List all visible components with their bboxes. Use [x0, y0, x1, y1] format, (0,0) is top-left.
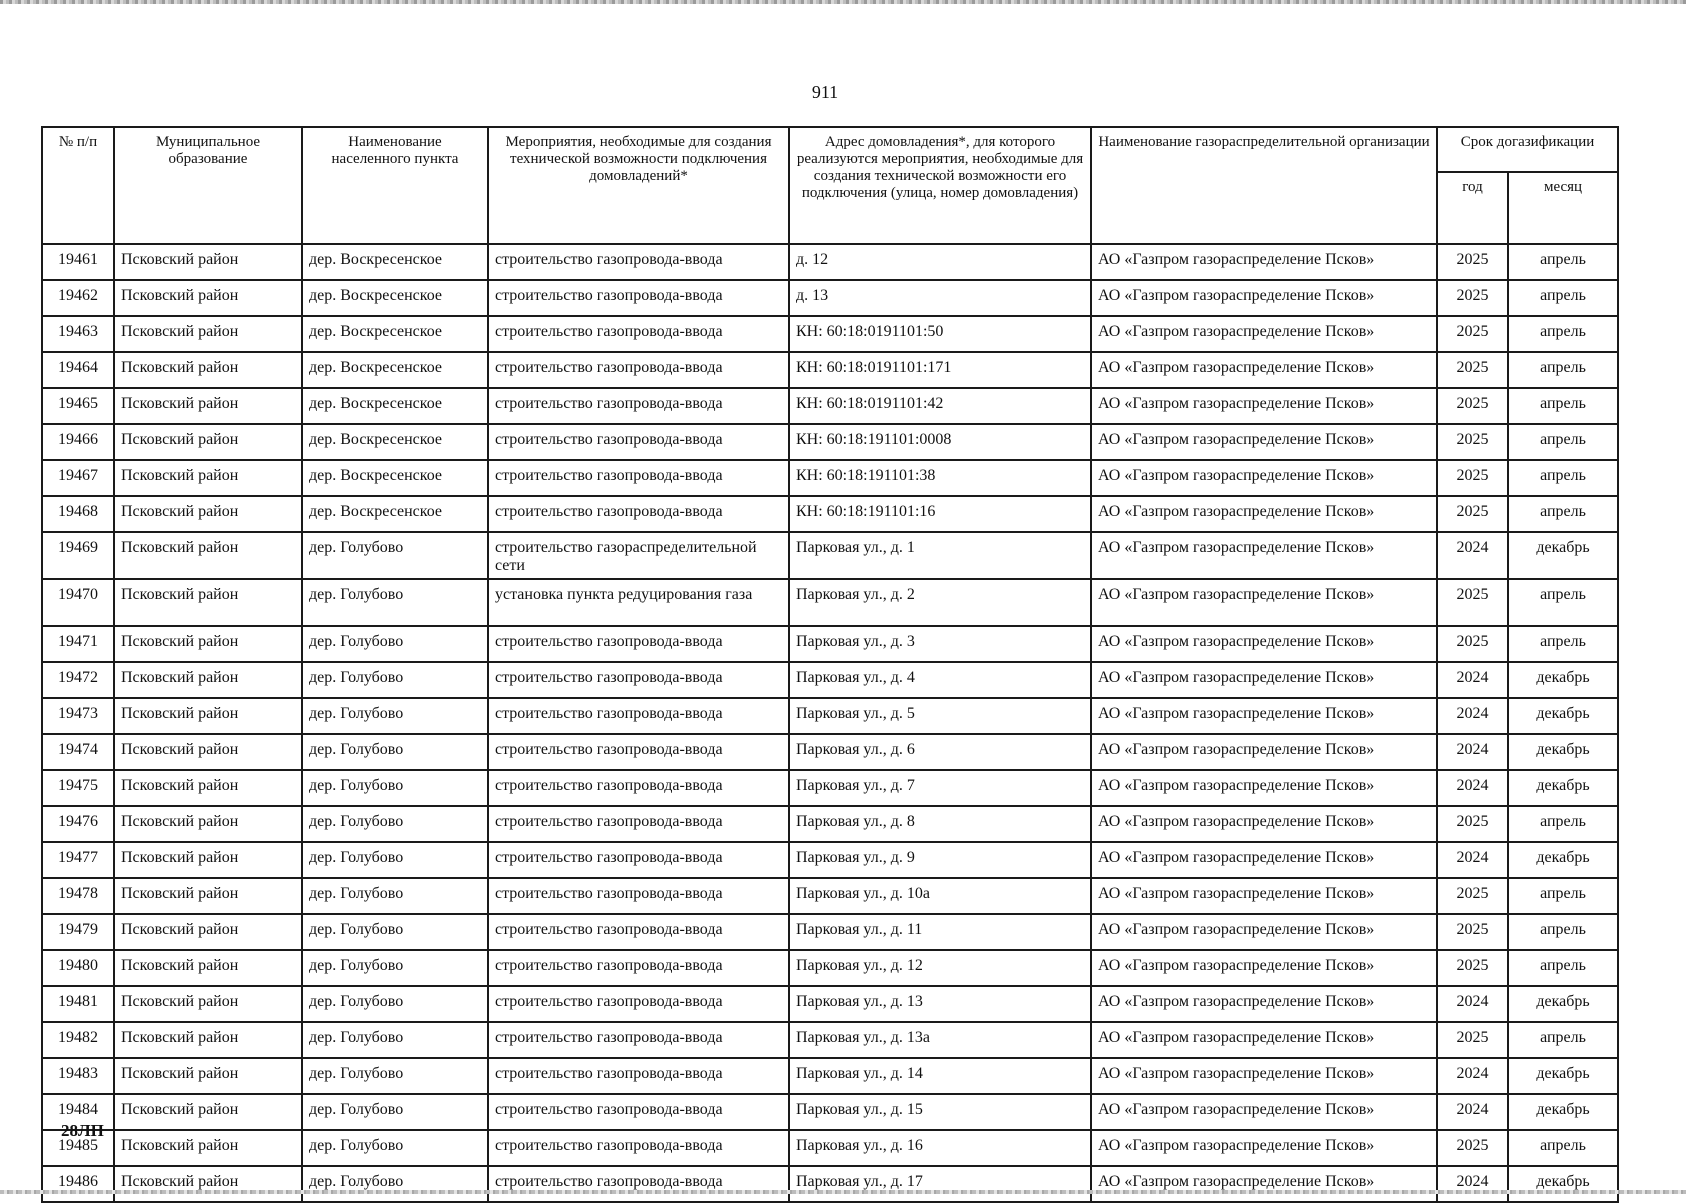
month-cell: апрель	[1508, 424, 1618, 460]
organization-cell: АО «Газпром газораспределение Псков»	[1091, 1094, 1437, 1130]
footer-code: 28ЛП	[61, 1121, 104, 1140]
table-row	[42, 1022, 1618, 1058]
activity-cell: строительство газопровода-ввода	[488, 352, 789, 388]
organization-cell: АО «Газпром газораспределение Псков»	[1091, 1130, 1437, 1166]
address-cell: КН: 60:18:0191101:171	[789, 352, 1091, 388]
header-year: год	[1437, 172, 1508, 244]
year-cell: 2024	[1437, 1166, 1508, 1202]
settlement-cell: дер. Воскресенское	[302, 280, 488, 316]
municipality-cell: Псковский район	[114, 1166, 302, 1202]
header-settlement: Наименование населенного пункта	[302, 127, 488, 244]
table-row	[42, 424, 1618, 460]
settlement-cell: дер. Голубово	[302, 914, 488, 950]
activity-cell: строительство газопровода-ввода	[488, 878, 789, 914]
month-cell: апрель	[1508, 460, 1618, 496]
settlement-cell: дер. Голубово	[302, 806, 488, 842]
row-number-cell: 19479	[42, 914, 114, 950]
year-cell: 2024	[1437, 698, 1508, 734]
row-number-cell: 19483	[42, 1058, 114, 1094]
activity-cell: строительство газопровода-ввода	[488, 1094, 789, 1130]
table-row	[42, 842, 1618, 878]
month-cell: декабрь	[1508, 1166, 1618, 1202]
month-cell: декабрь	[1508, 986, 1618, 1022]
municipality-cell: Псковский район	[114, 244, 302, 280]
row-number-cell: 19472	[42, 662, 114, 698]
address-cell: Парковая ул., д. 2	[789, 579, 1091, 626]
organization-cell: АО «Газпром газораспределение Псков»	[1091, 388, 1437, 424]
address-cell: д. 13	[789, 280, 1091, 316]
table-row	[42, 532, 1618, 579]
table-row	[42, 1166, 1618, 1202]
address-cell: Парковая ул., д. 16	[789, 1130, 1091, 1166]
settlement-cell: дер. Голубово	[302, 1166, 488, 1202]
address-cell: д. 12	[789, 244, 1091, 280]
municipality-cell: Псковский район	[114, 1022, 302, 1058]
organization-cell: АО «Газпром газораспределение Псков»	[1091, 316, 1437, 352]
settlement-cell: дер. Голубово	[302, 662, 488, 698]
header-month: месяц	[1508, 172, 1618, 244]
year-cell: 2024	[1437, 842, 1508, 878]
activity-cell: строительство газопровода-ввода	[488, 986, 789, 1022]
settlement-cell: дер. Голубово	[302, 1130, 488, 1166]
table-row	[42, 878, 1618, 914]
month-cell: декабрь	[1508, 1058, 1618, 1094]
table-row	[42, 280, 1618, 316]
activity-cell: строительство газопровода-ввода	[488, 914, 789, 950]
settlement-cell: дер. Голубово	[302, 770, 488, 806]
municipality-cell: Псковский район	[114, 579, 302, 626]
row-number-cell: 19482	[42, 1022, 114, 1058]
address-cell: КН: 60:18:191101:16	[789, 496, 1091, 532]
row-number-cell: 19468	[42, 496, 114, 532]
year-cell: 2025	[1437, 316, 1508, 352]
year-cell: 2024	[1437, 532, 1508, 579]
table-row	[42, 316, 1618, 352]
row-number-cell: 19481	[42, 986, 114, 1022]
month-cell: апрель	[1508, 280, 1618, 316]
row-number-cell: 19484	[42, 1094, 114, 1130]
municipality-cell: Псковский район	[114, 1094, 302, 1130]
month-cell: апрель	[1508, 316, 1618, 352]
header-address: Адрес домовладения*, для которого реализуются мероприятия, необходимые для создания технической возможности его подключения (улица, номер домовладения)	[789, 127, 1091, 244]
municipality-cell: Псковский район	[114, 388, 302, 424]
row-number-cell: 19478	[42, 878, 114, 914]
address-cell: Парковая ул., д. 6	[789, 734, 1091, 770]
activity-cell: строительство газопровода-ввода	[488, 1130, 789, 1166]
activity-cell: строительство газопровода-ввода	[488, 698, 789, 734]
page-number: 911	[811, 82, 839, 102]
address-cell: КН: 60:18:0191101:42	[789, 388, 1091, 424]
year-cell: 2024	[1437, 1058, 1508, 1094]
row-number-cell: 19463	[42, 316, 114, 352]
row-number-cell: 19474	[42, 734, 114, 770]
activity-cell: строительство газопровода-ввода	[488, 280, 789, 316]
row-number-cell: 19470	[42, 579, 114, 626]
month-cell: апрель	[1508, 352, 1618, 388]
settlement-cell: дер. Голубово	[302, 1094, 488, 1130]
organization-cell: АО «Газпром газораспределение Псков»	[1091, 626, 1437, 662]
settlement-cell: дер. Голубово	[302, 950, 488, 986]
address-cell: КН: 60:18:0191101:50	[789, 316, 1091, 352]
settlement-cell: дер. Воскресенское	[302, 496, 488, 532]
settlement-cell: дер. Воскресенское	[302, 352, 488, 388]
activity-cell: строительство газопровода-ввода	[488, 1022, 789, 1058]
address-cell: Парковая ул., д. 13а	[789, 1022, 1091, 1058]
row-number-cell: 19465	[42, 388, 114, 424]
header-municipality: Муниципальное образование	[114, 127, 302, 244]
table-row	[42, 388, 1618, 424]
activity-cell: строительство газопровода-ввода	[488, 1058, 789, 1094]
row-number-cell: 19462	[42, 280, 114, 316]
settlement-cell: дер. Голубово	[302, 1022, 488, 1058]
table-row	[42, 986, 1618, 1022]
month-cell: декабрь	[1508, 698, 1618, 734]
settlement-cell: дер. Голубово	[302, 1058, 488, 1094]
address-cell: Парковая ул., д. 7	[789, 770, 1091, 806]
municipality-cell: Псковский район	[114, 878, 302, 914]
organization-cell: АО «Газпром газораспределение Псков»	[1091, 806, 1437, 842]
month-cell: декабрь	[1508, 1094, 1618, 1130]
table-row	[42, 460, 1618, 496]
address-cell: КН: 60:18:191101:0008	[789, 424, 1091, 460]
settlement-cell: дер. Голубово	[302, 579, 488, 626]
year-cell: 2025	[1437, 950, 1508, 986]
organization-cell: АО «Газпром газораспределение Псков»	[1091, 1022, 1437, 1058]
row-number-cell: 19477	[42, 842, 114, 878]
year-cell: 2025	[1437, 914, 1508, 950]
table-row	[42, 914, 1618, 950]
municipality-cell: Псковский район	[114, 950, 302, 986]
year-cell: 2025	[1437, 424, 1508, 460]
organization-cell: АО «Газпром газораспределение Псков»	[1091, 460, 1437, 496]
year-cell: 2024	[1437, 734, 1508, 770]
municipality-cell: Псковский район	[114, 1058, 302, 1094]
month-cell: апрель	[1508, 579, 1618, 626]
scan-edge-top	[0, 0, 1686, 4]
month-cell: апрель	[1508, 914, 1618, 950]
municipality-cell: Псковский район	[114, 532, 302, 579]
scan-edge-bottom	[0, 1190, 1686, 1194]
table-row	[42, 626, 1618, 662]
table-row	[42, 352, 1618, 388]
settlement-cell: дер. Воскресенское	[302, 244, 488, 280]
settlement-cell: дер. Голубово	[302, 626, 488, 662]
table-row	[42, 496, 1618, 532]
table-row	[42, 734, 1618, 770]
row-number-cell: 19466	[42, 424, 114, 460]
organization-cell: АО «Газпром газораспределение Псков»	[1091, 914, 1437, 950]
municipality-cell: Псковский район	[114, 914, 302, 950]
activity-cell: строительство газопровода-ввода	[488, 806, 789, 842]
activity-cell: строительство газопровода-ввода	[488, 316, 789, 352]
address-cell: КН: 60:18:191101:38	[789, 460, 1091, 496]
organization-cell: АО «Газпром газораспределение Псков»	[1091, 352, 1437, 388]
year-cell: 2025	[1437, 626, 1508, 662]
row-number-cell: 19471	[42, 626, 114, 662]
activity-cell: строительство газопровода-ввода	[488, 950, 789, 986]
year-cell: 2024	[1437, 986, 1508, 1022]
organization-cell: АО «Газпром газораспределение Псков»	[1091, 532, 1437, 579]
activity-cell: строительство газопровода-ввода	[488, 626, 789, 662]
month-cell: декабрь	[1508, 842, 1618, 878]
settlement-cell: дер. Воскресенское	[302, 316, 488, 352]
municipality-cell: Псковский район	[114, 770, 302, 806]
municipality-cell: Псковский район	[114, 626, 302, 662]
month-cell: апрель	[1508, 244, 1618, 280]
table-row	[42, 698, 1618, 734]
organization-cell: АО «Газпром газораспределение Псков»	[1091, 662, 1437, 698]
settlement-cell: дер. Голубово	[302, 532, 488, 579]
activity-cell: строительство газопровода-ввода	[488, 388, 789, 424]
municipality-cell: Псковский район	[114, 842, 302, 878]
row-number-cell: 19480	[42, 950, 114, 986]
municipality-cell: Псковский район	[114, 1130, 302, 1166]
year-cell: 2025	[1437, 878, 1508, 914]
activity-cell: строительство газопровода-ввода	[488, 770, 789, 806]
year-cell: 2025	[1437, 806, 1508, 842]
municipality-cell: Псковский район	[114, 280, 302, 316]
organization-cell: АО «Газпром газораспределение Псков»	[1091, 842, 1437, 878]
settlement-cell: дер. Голубово	[302, 986, 488, 1022]
month-cell: декабрь	[1508, 770, 1618, 806]
organization-cell: АО «Газпром газораспределение Псков»	[1091, 1058, 1437, 1094]
address-cell: Парковая ул., д. 3	[789, 626, 1091, 662]
address-cell: Парковая ул., д. 1	[789, 532, 1091, 579]
table-row	[42, 1130, 1618, 1166]
year-cell: 2025	[1437, 579, 1508, 626]
activity-cell: строительство газораспределительной сети	[488, 532, 789, 579]
month-cell: апрель	[1508, 950, 1618, 986]
year-cell: 2025	[1437, 388, 1508, 424]
settlement-cell: дер. Голубово	[302, 698, 488, 734]
settlement-cell: дер. Воскресенское	[302, 388, 488, 424]
activity-cell: строительство газопровода-ввода	[488, 496, 789, 532]
row-number-cell: 19469	[42, 532, 114, 579]
municipality-cell: Псковский район	[114, 806, 302, 842]
organization-cell: АО «Газпром газораспределение Псков»	[1091, 244, 1437, 280]
table-header	[42, 127, 1618, 244]
table-row	[42, 1094, 1618, 1130]
address-cell: Парковая ул., д. 9	[789, 842, 1091, 878]
address-cell: Парковая ул., д. 11	[789, 914, 1091, 950]
settlement-cell: дер. Воскресенское	[302, 424, 488, 460]
activity-cell: строительство газопровода-ввода	[488, 424, 789, 460]
address-cell: Парковая ул., д. 15	[789, 1094, 1091, 1130]
month-cell: декабрь	[1508, 734, 1618, 770]
month-cell: апрель	[1508, 626, 1618, 662]
municipality-cell: Псковский район	[114, 698, 302, 734]
row-number-cell: 19473	[42, 698, 114, 734]
organization-cell: АО «Газпром газораспределение Псков»	[1091, 950, 1437, 986]
activity-cell: строительство газопровода-ввода	[488, 1166, 789, 1202]
address-cell: Парковая ул., д. 17	[789, 1166, 1091, 1202]
address-cell: Парковая ул., д. 5	[789, 698, 1091, 734]
table-row	[42, 244, 1618, 280]
organization-cell: АО «Газпром газораспределение Псков»	[1091, 734, 1437, 770]
municipality-cell: Псковский район	[114, 734, 302, 770]
address-cell: Парковая ул., д. 12	[789, 950, 1091, 986]
address-cell: Парковая ул., д. 13	[789, 986, 1091, 1022]
activity-cell: строительство газопровода-ввода	[488, 244, 789, 280]
year-cell: 2025	[1437, 496, 1508, 532]
row-number-cell: 19464	[42, 352, 114, 388]
row-number-cell: 19467	[42, 460, 114, 496]
row-number-cell: 19476	[42, 806, 114, 842]
year-cell: 2024	[1437, 1094, 1508, 1130]
year-cell: 2024	[1437, 770, 1508, 806]
year-cell: 2025	[1437, 1130, 1508, 1166]
table-row	[42, 770, 1618, 806]
activity-cell: строительство газопровода-ввода	[488, 662, 789, 698]
table-row	[42, 806, 1618, 842]
activity-cell: строительство газопровода-ввода	[488, 734, 789, 770]
municipality-cell: Псковский район	[114, 460, 302, 496]
table-row	[42, 1058, 1618, 1094]
settlement-cell: дер. Голубово	[302, 842, 488, 878]
table-row	[42, 579, 1618, 626]
activity-cell: строительство газопровода-ввода	[488, 842, 789, 878]
municipality-cell: Псковский район	[114, 424, 302, 460]
header-deadline: Срок догазификации	[1437, 127, 1618, 172]
settlement-cell: дер. Голубово	[302, 878, 488, 914]
organization-cell: АО «Газпром газораспределение Псков»	[1091, 496, 1437, 532]
municipality-cell: Псковский район	[114, 352, 302, 388]
municipality-cell: Псковский район	[114, 662, 302, 698]
row-number-cell: 19486	[42, 1166, 114, 1202]
month-cell: апрель	[1508, 878, 1618, 914]
month-cell: декабрь	[1508, 532, 1618, 579]
month-cell: декабрь	[1508, 662, 1618, 698]
organization-cell: АО «Газпром газораспределение Псков»	[1091, 1166, 1437, 1202]
organization-cell: АО «Газпром газораспределение Псков»	[1091, 878, 1437, 914]
year-cell: 2025	[1437, 244, 1508, 280]
month-cell: апрель	[1508, 1130, 1618, 1166]
row-number-cell: 19461	[42, 244, 114, 280]
month-cell: апрель	[1508, 496, 1618, 532]
organization-cell: АО «Газпром газораспределение Псков»	[1091, 424, 1437, 460]
gasification-table	[41, 126, 1619, 1203]
municipality-cell: Псковский район	[114, 316, 302, 352]
month-cell: апрель	[1508, 388, 1618, 424]
month-cell: апрель	[1508, 1022, 1618, 1058]
municipality-cell: Псковский район	[114, 496, 302, 532]
address-cell: Парковая ул., д. 14	[789, 1058, 1091, 1094]
organization-cell: АО «Газпром газораспределение Псков»	[1091, 280, 1437, 316]
address-cell: Парковая ул., д. 8	[789, 806, 1091, 842]
header-organization: Наименование газораспределительной организации	[1091, 127, 1437, 244]
header-num: № п/п	[42, 127, 114, 244]
table-row	[42, 662, 1618, 698]
organization-cell: АО «Газпром газораспределение Псков»	[1091, 770, 1437, 806]
table-row	[42, 950, 1618, 986]
settlement-cell: дер. Воскресенское	[302, 460, 488, 496]
row-number-cell: 19475	[42, 770, 114, 806]
row-number-cell: 19485	[42, 1130, 114, 1166]
year-cell: 2025	[1437, 1022, 1508, 1058]
year-cell: 2024	[1437, 662, 1508, 698]
settlement-cell: дер. Голубово	[302, 734, 488, 770]
year-cell: 2025	[1437, 352, 1508, 388]
header-activity: Мероприятия, необходимые для создания технической возможности подключения домовладений*	[488, 127, 789, 244]
address-cell: Парковая ул., д. 10а	[789, 878, 1091, 914]
organization-cell: АО «Газпром газораспределение Псков»	[1091, 579, 1437, 626]
municipality-cell: Псковский район	[114, 986, 302, 1022]
activity-cell: установка пункта редуцирования газа	[488, 579, 789, 626]
address-cell: Парковая ул., д. 4	[789, 662, 1091, 698]
organization-cell: АО «Газпром газораспределение Псков»	[1091, 986, 1437, 1022]
month-cell: апрель	[1508, 806, 1618, 842]
year-cell: 2025	[1437, 460, 1508, 496]
table-body	[42, 244, 1618, 1202]
organization-cell: АО «Газпром газораспределение Псков»	[1091, 698, 1437, 734]
activity-cell: строительство газопровода-ввода	[488, 460, 789, 496]
year-cell: 2025	[1437, 280, 1508, 316]
